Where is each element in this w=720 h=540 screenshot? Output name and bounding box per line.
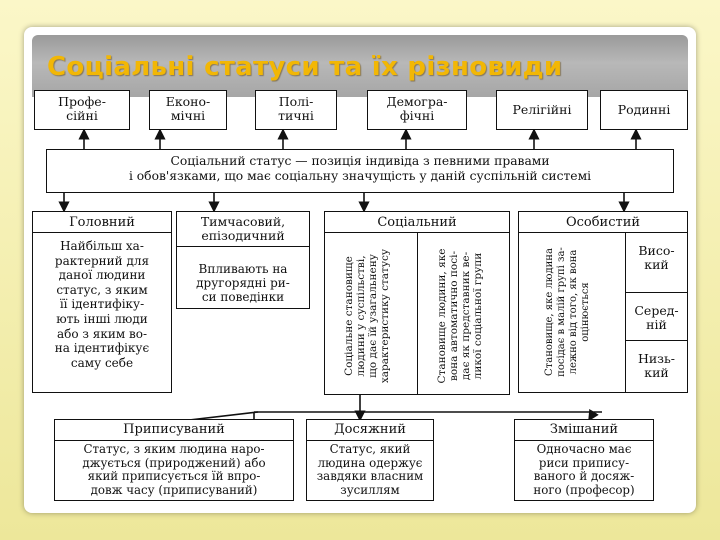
category-political: Полі- тичні [255,90,337,130]
main-status-box [32,211,172,393]
category-religious: Релігійні [496,90,588,130]
achieved-status-box [306,419,434,501]
category-professional: Профе- сійні [34,90,130,130]
ascribed-status-heading: Приписуваний [123,422,225,437]
definition-text: Соціальний статус — позиція індивіда з певними правами і обов'язками, що має соціальну значущість у даній суспільній системі [128,154,592,183]
achieved-status-text: Статус, який людина одержує завдяки власним зусиллям [316,442,424,497]
slide-title: Соціальні статуси та їх різновиди [47,52,563,82]
slide [24,27,696,513]
main-status-text: Найбільш ха- рактерний для даної людини статус, з яким її ідентифіку- ють інші люди або з яким во- на ідентифікує саму себе [54,239,150,370]
category-family: Родинні [600,90,688,130]
divider [625,292,687,293]
level-medium: Серед- ній [634,303,679,332]
mixed-status-text: Одночасно має риси припису- ваного й досяж- ного (професор) [533,442,635,497]
divider [625,340,687,341]
achieved-status-heading: Досяжний [334,422,406,437]
category-demographic: Демогра- фічні [367,90,467,130]
social-status-text-1: Соціальне становище людини у суспільстві, що дає їй узагальнену характеристику статусу [343,248,391,384]
mixed-status-heading: Змішаний [549,422,619,437]
social-status-heading: Соціальний [377,215,457,230]
ascribed-status-text: Статус, з яким людина наро- джується (природжений) або який приписується їй впро- довж часу (приписуваний) [82,442,266,497]
personal-status-heading: Особистий [565,215,641,230]
definition-box [46,149,674,193]
social-status-text-2: Становище людини, яке вона автоматично посі- дає як представник ве- ликої соціальної групи [436,248,484,384]
ascribed-status-box [54,419,294,501]
personal-status-text: Становище, яке людина посідає в малій групі за- лежно від того, як вона оцінюється [544,247,591,377]
main-status-heading: Головний [69,215,135,230]
level-low: Низь- кий [637,351,676,380]
column-divider [417,232,418,394]
divider [33,232,171,233]
temporary-status-box [176,211,310,309]
personal-status-box [518,211,688,393]
social-status-box [324,211,510,395]
category-economic: Еконо- мічні [149,90,227,130]
temporary-status-text: Впливають на другорядні ри- си поведінки [196,262,290,304]
mixed-status-box [514,419,654,501]
temporary-status-heading: Тимчасовий, епізодичний [200,214,286,243]
level-high: Висо- кий [638,243,675,272]
divider [177,246,309,247]
